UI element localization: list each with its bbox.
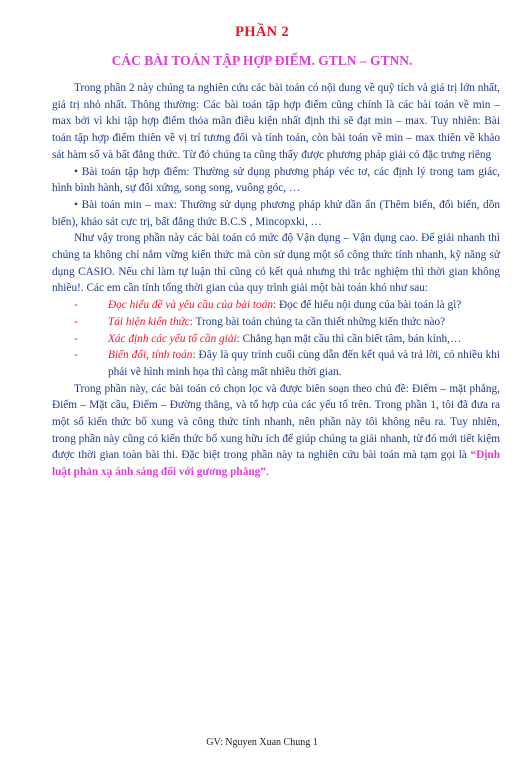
closing-period: . [265,466,269,479]
page-footer: GV: Nguyen Xuan Chung 1 [206,737,318,748]
step-description: : Đọc để hiểu nội dung của bài toán là gì? [273,299,462,312]
step-description: : Chẳng hạn mặt cầu thì cần biết tâm, bán kính,… [236,332,462,345]
list-dash: - [74,349,78,362]
section-title: CÁC BÀI TOÁN TẬP HỢP ĐIỂM. GTLN – GTNN. [111,53,413,68]
bullet-min-max-problems: • Bài toán min – max: Thường sử dụng phương pháp khử dần ẩn (Thêm biến, đổi biến, dồn biến), khảo sát cực trị, bất đẳng thức B.C.S , Mincopxki, … [52,198,500,228]
list-item [74,314,500,331]
list-item [74,297,500,314]
step-term: Tái hiện kiến thức [108,315,190,328]
step-description: : Đây là quy trình cuối cùng dẫn đến kết quả và trả lời, có nhiều khi phải vẽ hình minh họa thì càng mất nhiều thời gian. [108,349,501,378]
step-description: : Trong bài toán chúng ta cần thiết những kiến thức nào? [189,315,446,328]
list-item [74,347,500,380]
list-dash: - [74,332,78,345]
list-dash: - [74,315,78,328]
body-text [52,80,500,481]
closing-paragraph [52,381,500,481]
list-item [74,331,500,348]
difficulty-paragraph: Như vậy trong phần này các bài toán có mức độ Vận dụng – Vận dụng cao. Để giải nhanh thì chúng ta không chỉ nắm vững kiến thức mà còn sử dụng một số công thức tính nhanh, kỹ năng sử dụng CASIO. Nếu chỉ làm tự luận thì cũng có kết quả nhưng thi trắc nghiệm thì thời gian không nhiều!. Các em cần tính tổng thời gian của quy trình giải một bài toán khó như sau: [52,232,500,295]
step-term: Xác định các yếu tố cần giải [108,332,237,345]
solving-steps-list [52,297,500,381]
bullet-point-set-problems: • Bài toán tập hợp điểm: Thường sử dụng phương pháp véc tơ, các định lý trong tam giác, hình bình hành, sự đối xứng, song song, vuông góc, … [52,165,500,195]
step-term: Đọc hiểu đề và yêu cầu của bài toán [108,299,274,312]
part-heading: PHẦN 2 [235,24,289,40]
closing-text: Trong phần này, các bài toán có chọn lọc và được biên soạn theo chủ đề: Điểm – mặt phẳng, Điểm – Mặt cầu, Điểm – Đường thẳng, và tổ hợp của các yếu tố trên. Trong phần 1, tôi đã đưa ra một số kiến thức bổ xung và công thức tính nhanh, nên phần này tôi không nêu ra. Tuy nhiên, trong phần này cũng có kiến thức bổ xung hữu ích để giúp chúng ta giải nhanh, từ đó mới tiết kiệm được thời gian toàn bài thi. Đặc biệt trong phần này ta nghiên cứu bài toán mà tạm gọi là [52,382,500,462]
intro-paragraph: Trong phần 2 này chúng ta nghiên cứu các bài toán có nội dung về quỹ tích và giá trị lớn nhất, giá trị nhỏ nhất. Thông thường: Các bài toán tập hợp điểm cũng chính là các bài toán về min – max bởi vì khi tập hợp điểm thỏa mãn điều kiện nhất định thì sẽ đạt min – max. Tuy nhiên: Bài toán tập hợp điểm thiên về vị trí tương đối và tính toán, còn bài toán về min – max thiên về khảo sát hàm số và bất đẳng thức. Từ đó chúng ta cũng thấy được phương pháp giải có đặc trưng riêng [52,82,500,161]
reflection-law-highlight: “Định luật phản xạ ánh sáng đối với gương phẳng” [52,449,500,479]
list-dash: - [74,299,78,312]
step-term: Biến đổi, tính toán [108,349,193,362]
